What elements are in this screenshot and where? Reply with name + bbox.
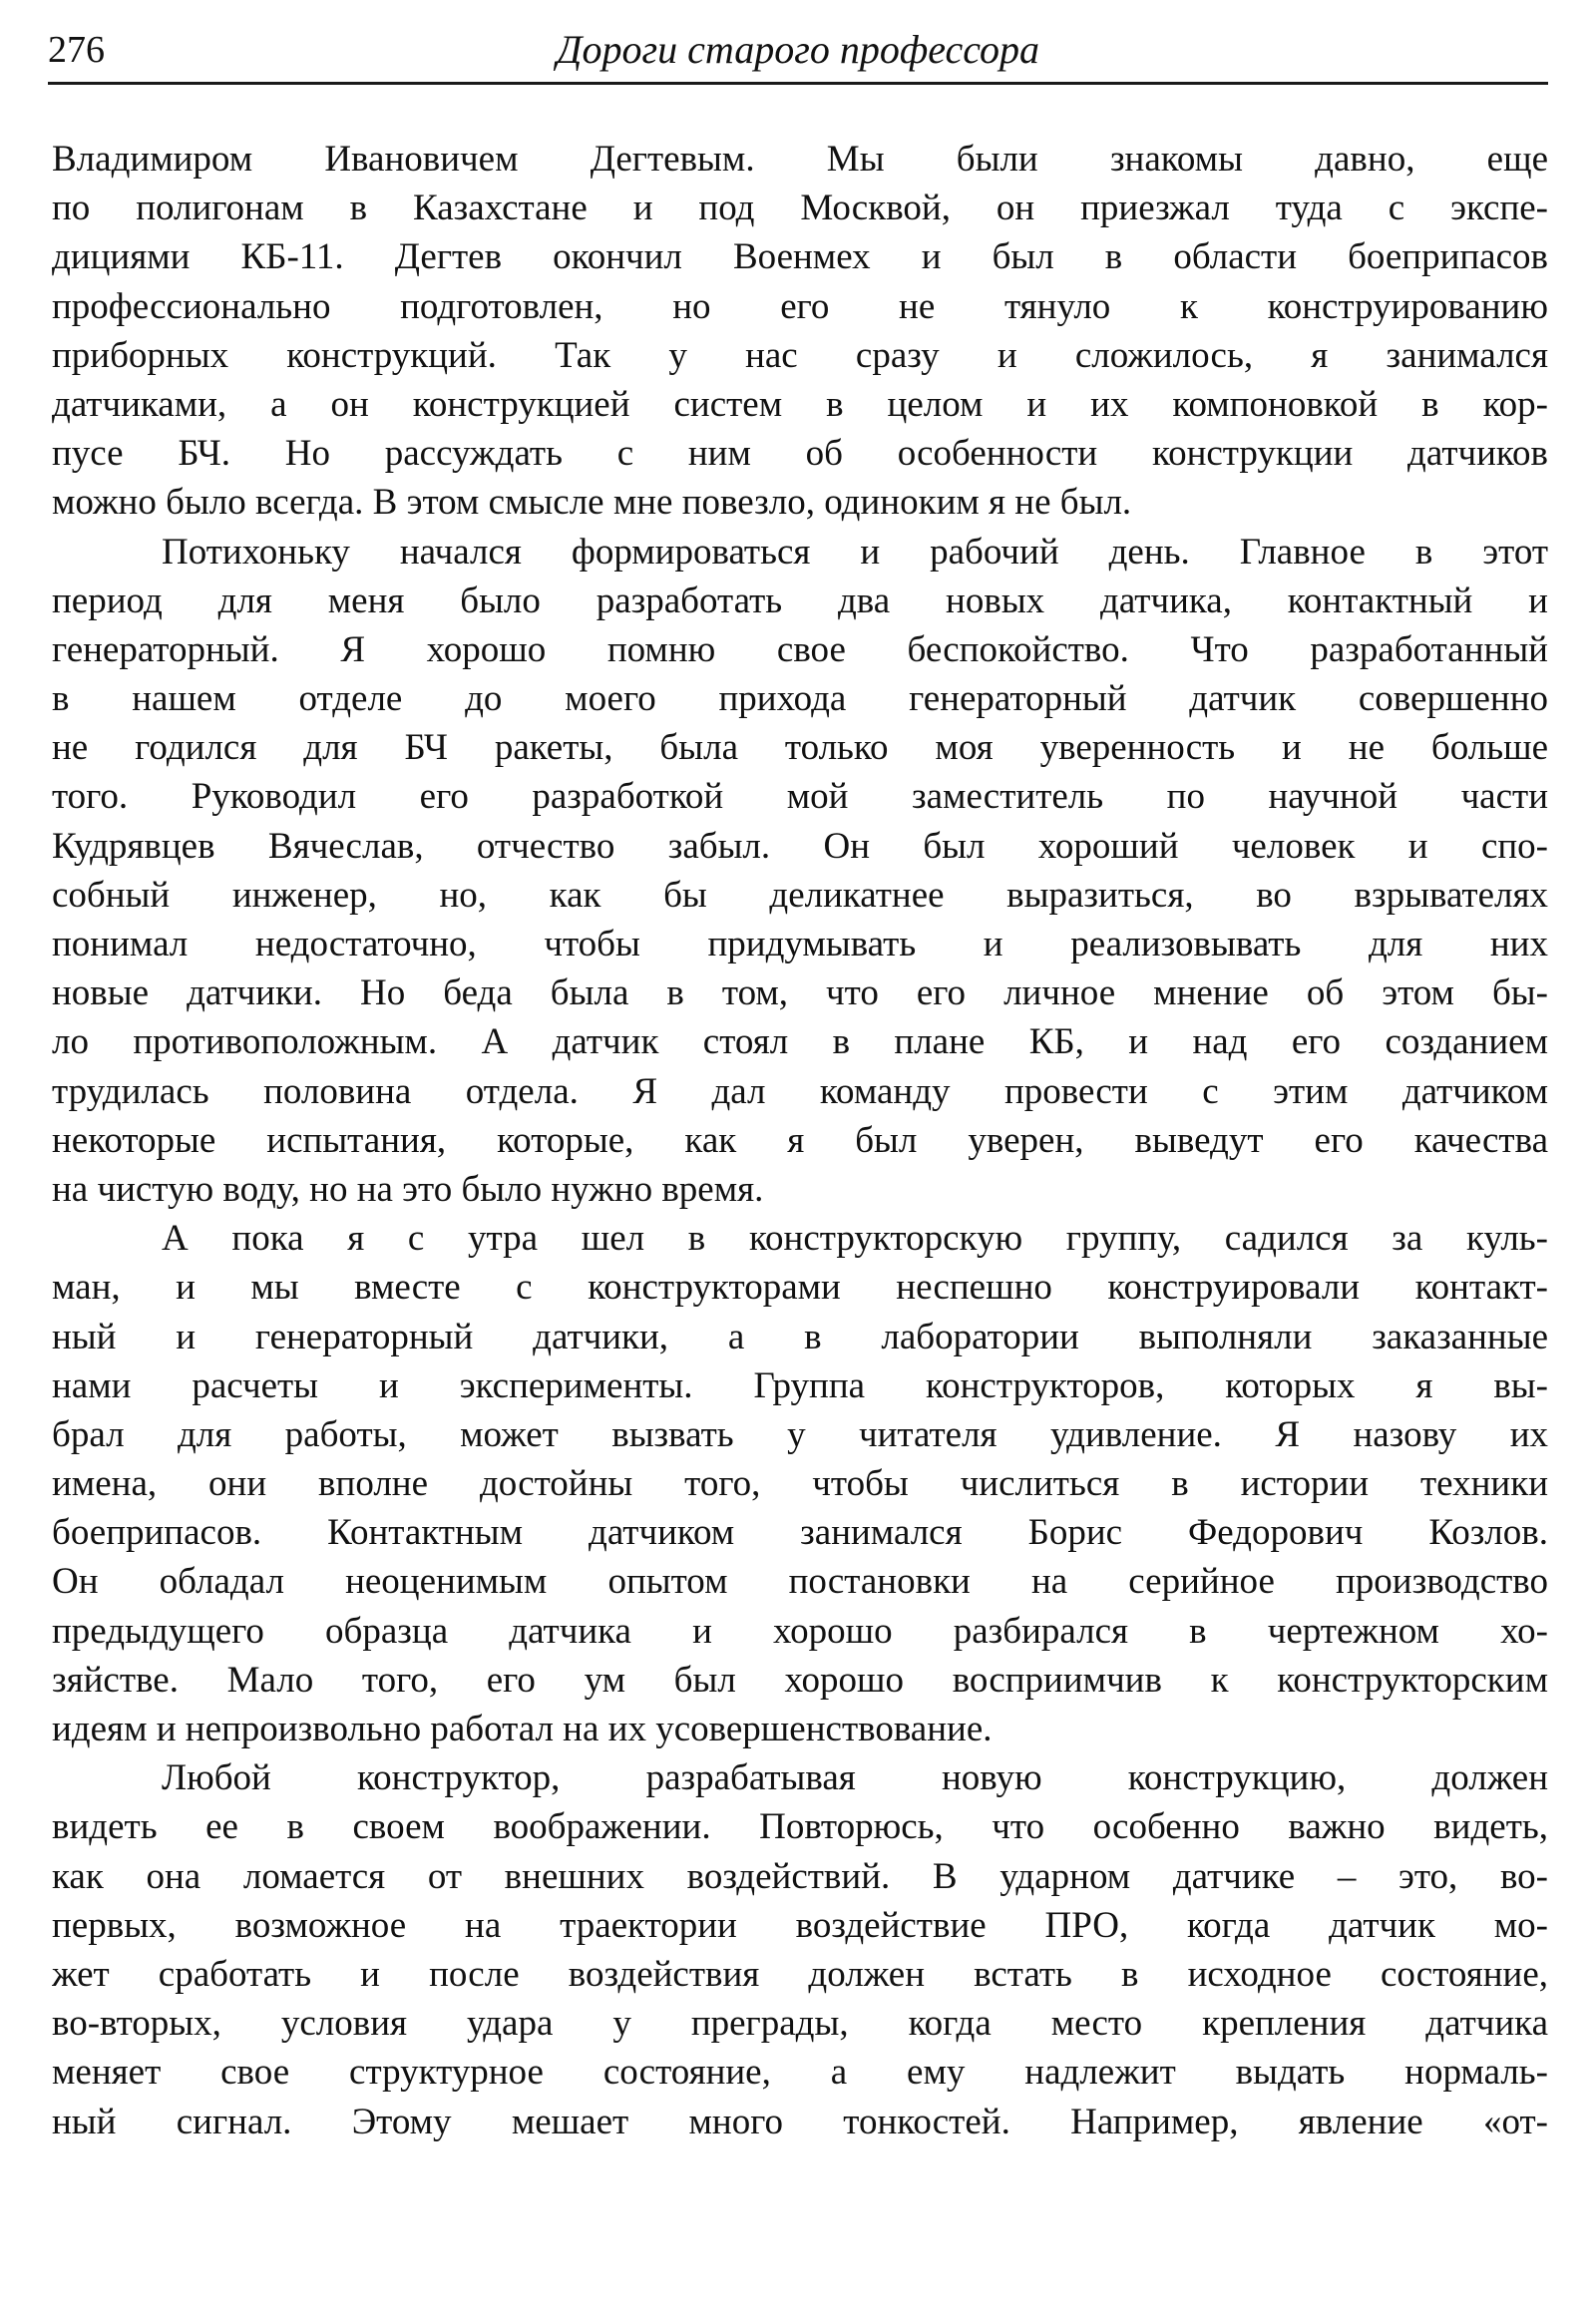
text-line: не годился для БЧ ракеты, была только моя уверенность и не больше bbox=[52, 727, 1548, 769]
text-line: нами расчеты и эксперименты. Группа конструкторов, которых я вы- bbox=[52, 1364, 1548, 1406]
text-line: брал для работы, может вызвать у читателя удивление. Я назову их bbox=[52, 1413, 1548, 1455]
text-line: пусе БЧ. Но рассуждать с ним об особенности конструкции датчиков bbox=[52, 433, 1548, 475]
text-line: как она ломается от внешних воздействий. В ударном датчике – это, во- bbox=[52, 1855, 1548, 1897]
text-line: того. Руководил его разработкой мой заместитель по научной части bbox=[52, 776, 1548, 818]
text-line: предыдущего образца датчика и хорошо разбирался в чертежном хо- bbox=[52, 1610, 1548, 1652]
text-line: в нашем отделе до моего прихода генераторный датчик совершенно bbox=[52, 678, 1548, 720]
text-line: видеть ее в своем воображении. Повторюсь, что особенно важно видеть, bbox=[52, 1806, 1548, 1848]
page-header bbox=[48, 20, 1548, 85]
text-line: зяйстве. Мало того, его ум был хорошо восприимчив к конструкторским bbox=[52, 1659, 1548, 1701]
text-line: Любой конструктор, разрабатывая новую конструкцию, должен bbox=[162, 1757, 1548, 1799]
text-line: дициями КБ-11. Дегтев окончил Военмех и был в области боеприпасов bbox=[52, 236, 1548, 278]
text-line: собный инженер, но, как бы деликатнее выразиться, во взрывателях bbox=[52, 874, 1548, 916]
page-number: 276 bbox=[48, 29, 105, 71]
text-line: имена, они вполне достойны того, чтобы числиться в истории техники bbox=[52, 1463, 1548, 1505]
text-line: профессионально подготовлен, но его не тянуло к конструированию bbox=[52, 285, 1548, 327]
text-line: можно было всегда. В этом смысле мне повезло, одиноким я не был. bbox=[52, 482, 1132, 524]
text-line: ный и генераторный датчики, а в лаборатории выполняли заказанные bbox=[52, 1316, 1548, 1357]
text-line: понимал недостаточно, чтобы придумывать и реализовывать для них bbox=[52, 924, 1548, 964]
text-line: период для меня было разработать два новых датчика, контактный и bbox=[52, 579, 1548, 621]
text-line: некоторые испытания, которые, как я был уверен, выведут его качества bbox=[52, 1119, 1548, 1161]
text-line: ный сигнал. Этому мешает много тонкостей. Например, явление «от- bbox=[52, 2101, 1548, 2142]
text-line: жет сработать и после воздействия должен встать в исходное состояние, bbox=[52, 1953, 1548, 1995]
text-line: на чистую воду, но на это было нужно время. bbox=[52, 1168, 764, 1210]
text-line: Кудрявцев Вячеслав, отчество забыл. Он был хороший человек и спо- bbox=[52, 825, 1548, 867]
body-text bbox=[52, 135, 1548, 2146]
text-line: меняет свое структурное состояние, а ему надлежит выдать нормаль- bbox=[52, 2052, 1548, 2094]
text-line: датчиками, а он конструкцией систем в целом и их компоновкой в кор- bbox=[52, 383, 1548, 425]
text-line: трудилась половина отдела. Я дал команду провести с этим датчиком bbox=[52, 1070, 1548, 1112]
text-line: Потихоньку начался формироваться и рабочий день. Главное в этот bbox=[162, 531, 1548, 573]
text-line: генераторный. Я хорошо помню свое беспокойство. Что разработанный bbox=[52, 628, 1548, 670]
text-line: первых, возможное на траектории воздействие ПРО, когда датчик мо- bbox=[52, 1904, 1548, 1946]
text-line: боеприпасов. Контактным датчиком занимался Борис Федорович Козлов. bbox=[52, 1512, 1548, 1554]
text-line: А пока я с утра шел в конструкторскую группу, садился за куль- bbox=[162, 1218, 1548, 1260]
text-line: Он обладал неоценимым опытом постановки на серийное производство bbox=[52, 1561, 1548, 1603]
text-line: новые датчики. Но беда была в том, что его личное мнение об этом бы- bbox=[52, 972, 1548, 1014]
text-line: ло противоположным. А датчик стоял в плане КБ, и над его созданием bbox=[52, 1021, 1548, 1063]
text-line: Владимиром Ивановичем Дегтевым. Мы были знакомы давно, еще bbox=[52, 139, 1548, 180]
text-line: по полигонам в Казахстане и под Москвой, он приезжал туда с экспе- bbox=[52, 188, 1548, 229]
text-line: идеям и непроизвольно работал на их усовершенствование. bbox=[52, 1709, 993, 1749]
text-line: ман, и мы вместе с конструкторами неспешно конструировали контакт- bbox=[52, 1267, 1548, 1309]
text-line: во-вторых, условия удара у преграды, когда место крепления датчика bbox=[52, 2003, 1548, 2045]
text-line: приборных конструкций. Так у нас сразу и сложилось, я занимался bbox=[52, 334, 1548, 376]
running-title: Дороги старого профессора bbox=[557, 27, 1039, 72]
